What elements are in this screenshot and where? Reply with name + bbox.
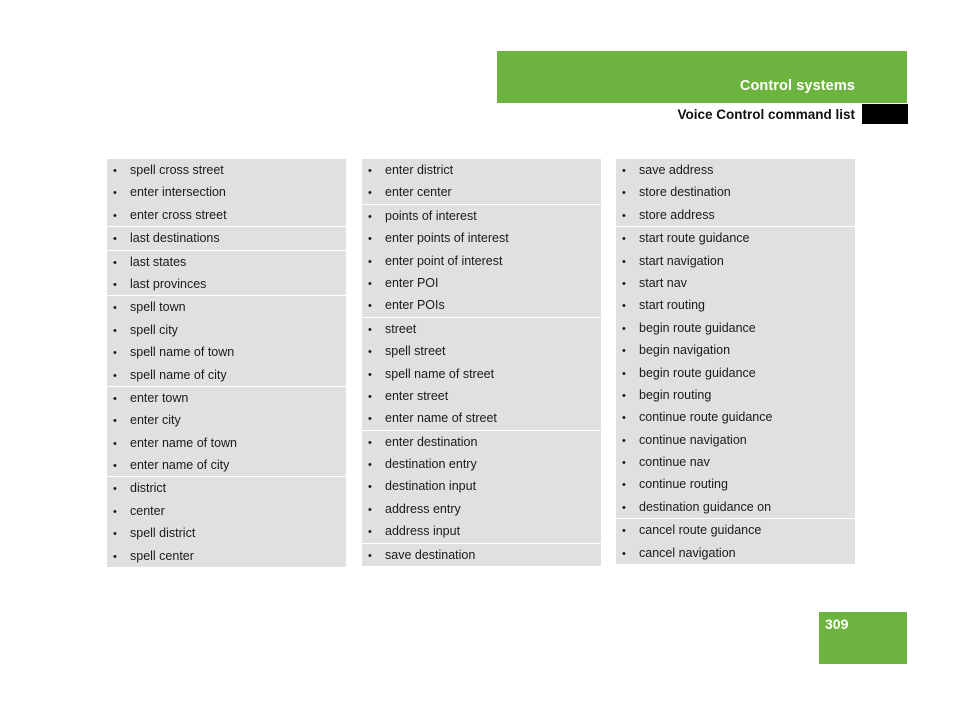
command-item <box>362 453 601 475</box>
command-text: center <box>130 503 165 518</box>
bullet-icon: • <box>368 187 372 200</box>
command-text: address input <box>385 524 461 539</box>
command-item <box>362 498 601 520</box>
bullet-icon: • <box>622 547 626 560</box>
command-column-1 <box>107 159 346 567</box>
command-text: enter intersection <box>130 185 226 200</box>
command-text: continue nav <box>639 455 710 470</box>
command-text: enter center <box>385 185 452 200</box>
command-text: continue route guidance <box>639 410 773 425</box>
command-item <box>616 272 855 294</box>
bullet-icon: • <box>622 187 626 200</box>
command-text: start navigation <box>639 253 724 268</box>
command-item <box>362 318 601 340</box>
command-text: last provinces <box>130 276 207 291</box>
bullet-icon: • <box>113 460 117 473</box>
command-text: enter street <box>385 388 449 403</box>
command-item <box>107 319 346 341</box>
command-group <box>616 519 855 564</box>
bullet-icon: • <box>368 526 372 539</box>
command-text: enter name of city <box>130 458 230 473</box>
command-item <box>616 339 855 361</box>
command-text: address entry <box>385 501 461 516</box>
bullet-icon: • <box>368 277 372 290</box>
bullet-icon: • <box>368 481 372 494</box>
command-column-3 <box>616 159 855 564</box>
command-item <box>616 496 855 518</box>
command-text: enter cross street <box>130 207 227 222</box>
command-item <box>362 431 601 453</box>
command-text: store address <box>639 207 715 222</box>
bullet-icon: • <box>622 277 626 290</box>
command-item <box>616 473 855 495</box>
bullet-icon: • <box>113 483 117 496</box>
command-text: spell name of town <box>130 345 235 360</box>
command-group <box>107 296 346 387</box>
command-item <box>107 296 346 318</box>
command-item <box>362 272 601 294</box>
bullet-icon: • <box>368 300 372 313</box>
command-item <box>107 251 346 273</box>
bullet-icon: • <box>113 165 117 177</box>
command-item <box>107 204 346 226</box>
command-text: cancel navigation <box>639 545 736 560</box>
command-text: last destinations <box>130 231 220 246</box>
bullet-icon: • <box>113 415 117 428</box>
command-item <box>616 429 855 451</box>
command-item <box>107 545 346 567</box>
bullet-icon: • <box>368 233 372 246</box>
command-text: enter name of street <box>385 411 497 426</box>
command-group <box>616 159 855 227</box>
command-item <box>362 407 601 429</box>
command-item <box>362 205 601 227</box>
command-item <box>107 273 346 295</box>
bullet-icon: • <box>368 390 372 403</box>
command-group <box>362 159 601 205</box>
bullet-icon: • <box>113 550 117 563</box>
bullet-icon: • <box>368 503 372 516</box>
command-item <box>362 520 601 542</box>
bullet-icon: • <box>368 255 372 268</box>
command-group <box>362 544 601 566</box>
section-header-band <box>497 51 907 103</box>
bullet-icon: • <box>622 255 626 268</box>
command-text: spell center <box>130 548 194 563</box>
command-item <box>616 451 855 473</box>
command-item <box>362 159 601 181</box>
command-text: cancel route guidance <box>639 523 762 538</box>
command-item <box>107 454 346 476</box>
bullet-icon: • <box>622 412 626 425</box>
command-item <box>107 364 346 386</box>
bullet-icon: • <box>113 233 117 246</box>
bullet-icon: • <box>368 413 372 426</box>
command-text: destination guidance on <box>639 499 772 514</box>
command-text: spell district <box>130 526 196 541</box>
command-item <box>616 294 855 316</box>
command-text: enter points of interest <box>385 231 509 246</box>
command-text: continue navigation <box>639 432 747 447</box>
command-text: start routing <box>639 298 706 313</box>
command-text: enter city <box>130 413 181 428</box>
subsection-title: Voice Control command list <box>677 107 855 122</box>
command-item <box>362 227 601 249</box>
command-item <box>107 522 346 544</box>
bullet-icon: • <box>113 369 117 382</box>
command-group <box>362 205 601 318</box>
command-text: start route guidance <box>639 231 750 246</box>
command-group <box>107 159 346 227</box>
bullet-icon: • <box>622 300 626 313</box>
command-item <box>107 387 346 409</box>
command-column-2 <box>362 159 601 566</box>
page-number: 309 <box>825 616 849 632</box>
command-item <box>362 250 601 272</box>
bullet-icon: • <box>622 434 626 447</box>
bullet-icon: • <box>113 437 117 450</box>
command-group <box>107 387 346 478</box>
command-item <box>107 227 346 249</box>
command-text: continue routing <box>639 477 728 492</box>
command-item <box>107 159 346 181</box>
command-item <box>107 341 346 363</box>
command-text: save address <box>639 163 714 177</box>
command-text: begin navigation <box>639 343 731 358</box>
bullet-icon: • <box>622 165 626 177</box>
page-number-box <box>819 612 907 664</box>
command-text: start nav <box>639 275 687 290</box>
command-text: spell cross street <box>130 163 224 177</box>
bullet-icon: • <box>622 525 626 538</box>
bullet-icon: • <box>113 528 117 541</box>
section-title: Control systems <box>739 78 855 94</box>
command-text: enter destination <box>385 434 478 449</box>
bullet-icon: • <box>622 367 626 380</box>
command-item <box>616 181 855 203</box>
bullet-icon: • <box>368 323 372 336</box>
command-item <box>362 340 601 362</box>
command-text: spell town <box>130 300 186 315</box>
command-item <box>107 432 346 454</box>
bullet-icon: • <box>622 209 626 222</box>
bullet-icon: • <box>622 345 626 358</box>
command-text: spell name of city <box>130 367 227 382</box>
command-text: spell name of street <box>385 366 495 381</box>
bullet-icon: • <box>622 233 626 246</box>
command-text: begin routing <box>639 387 712 402</box>
command-text: points of interest <box>385 208 477 223</box>
command-item <box>362 385 601 407</box>
command-group <box>107 477 346 567</box>
bullet-icon: • <box>368 165 372 177</box>
command-item <box>616 227 855 249</box>
command-text: begin route guidance <box>639 320 756 335</box>
bullet-icon: • <box>368 210 372 223</box>
command-text: destination input <box>385 479 477 494</box>
command-item <box>362 544 601 566</box>
command-item <box>362 181 601 203</box>
bullet-icon: • <box>622 389 626 402</box>
bullet-icon: • <box>622 322 626 335</box>
command-item <box>616 384 855 406</box>
command-item <box>107 409 346 431</box>
bullet-icon: • <box>622 501 626 514</box>
command-group <box>362 318 601 431</box>
command-text: enter POIs <box>385 298 445 313</box>
command-text: store destination <box>639 185 731 200</box>
bullet-icon: • <box>113 187 117 200</box>
command-item <box>362 363 601 385</box>
bullet-icon: • <box>368 346 372 359</box>
command-text: spell city <box>130 322 178 337</box>
bullet-icon: • <box>113 302 117 315</box>
command-item <box>107 500 346 522</box>
bullet-icon: • <box>113 324 117 337</box>
command-item <box>616 406 855 428</box>
command-group <box>107 251 346 297</box>
bullet-icon: • <box>622 479 626 492</box>
command-item <box>362 475 601 497</box>
bullet-icon: • <box>368 436 372 449</box>
bullet-icon: • <box>113 392 117 405</box>
command-item <box>107 181 346 203</box>
command-item <box>107 477 346 499</box>
bullet-icon: • <box>368 368 372 381</box>
command-item <box>616 317 855 339</box>
bullet-icon: • <box>113 278 117 291</box>
bullet-icon: • <box>113 505 117 518</box>
command-text: street <box>385 321 417 336</box>
bullet-icon: • <box>113 347 117 360</box>
command-item <box>616 362 855 384</box>
command-group <box>107 227 346 250</box>
bullet-icon: • <box>368 549 372 562</box>
bullet-icon: • <box>113 209 117 222</box>
command-item <box>616 542 855 564</box>
command-item <box>362 294 601 316</box>
command-text: district <box>130 481 167 496</box>
bullet-icon: • <box>622 457 626 470</box>
command-item <box>616 519 855 541</box>
command-item <box>616 204 855 226</box>
command-text: destination entry <box>385 457 477 472</box>
command-text: save destination <box>385 547 476 562</box>
command-text: enter name of town <box>130 435 238 450</box>
command-group <box>616 227 855 519</box>
subsection-marker <box>862 104 908 124</box>
command-text: enter district <box>385 163 454 177</box>
command-text: enter town <box>130 390 189 405</box>
command-text: begin route guidance <box>639 365 756 380</box>
command-text: spell street <box>385 344 446 359</box>
bullet-icon: • <box>113 256 117 269</box>
command-item <box>616 250 855 272</box>
command-text: enter point of interest <box>385 253 503 268</box>
bullet-icon: • <box>368 459 372 472</box>
command-text: enter POI <box>385 275 439 290</box>
command-item <box>616 159 855 181</box>
command-text: last states <box>130 254 187 269</box>
command-group <box>362 431 601 544</box>
